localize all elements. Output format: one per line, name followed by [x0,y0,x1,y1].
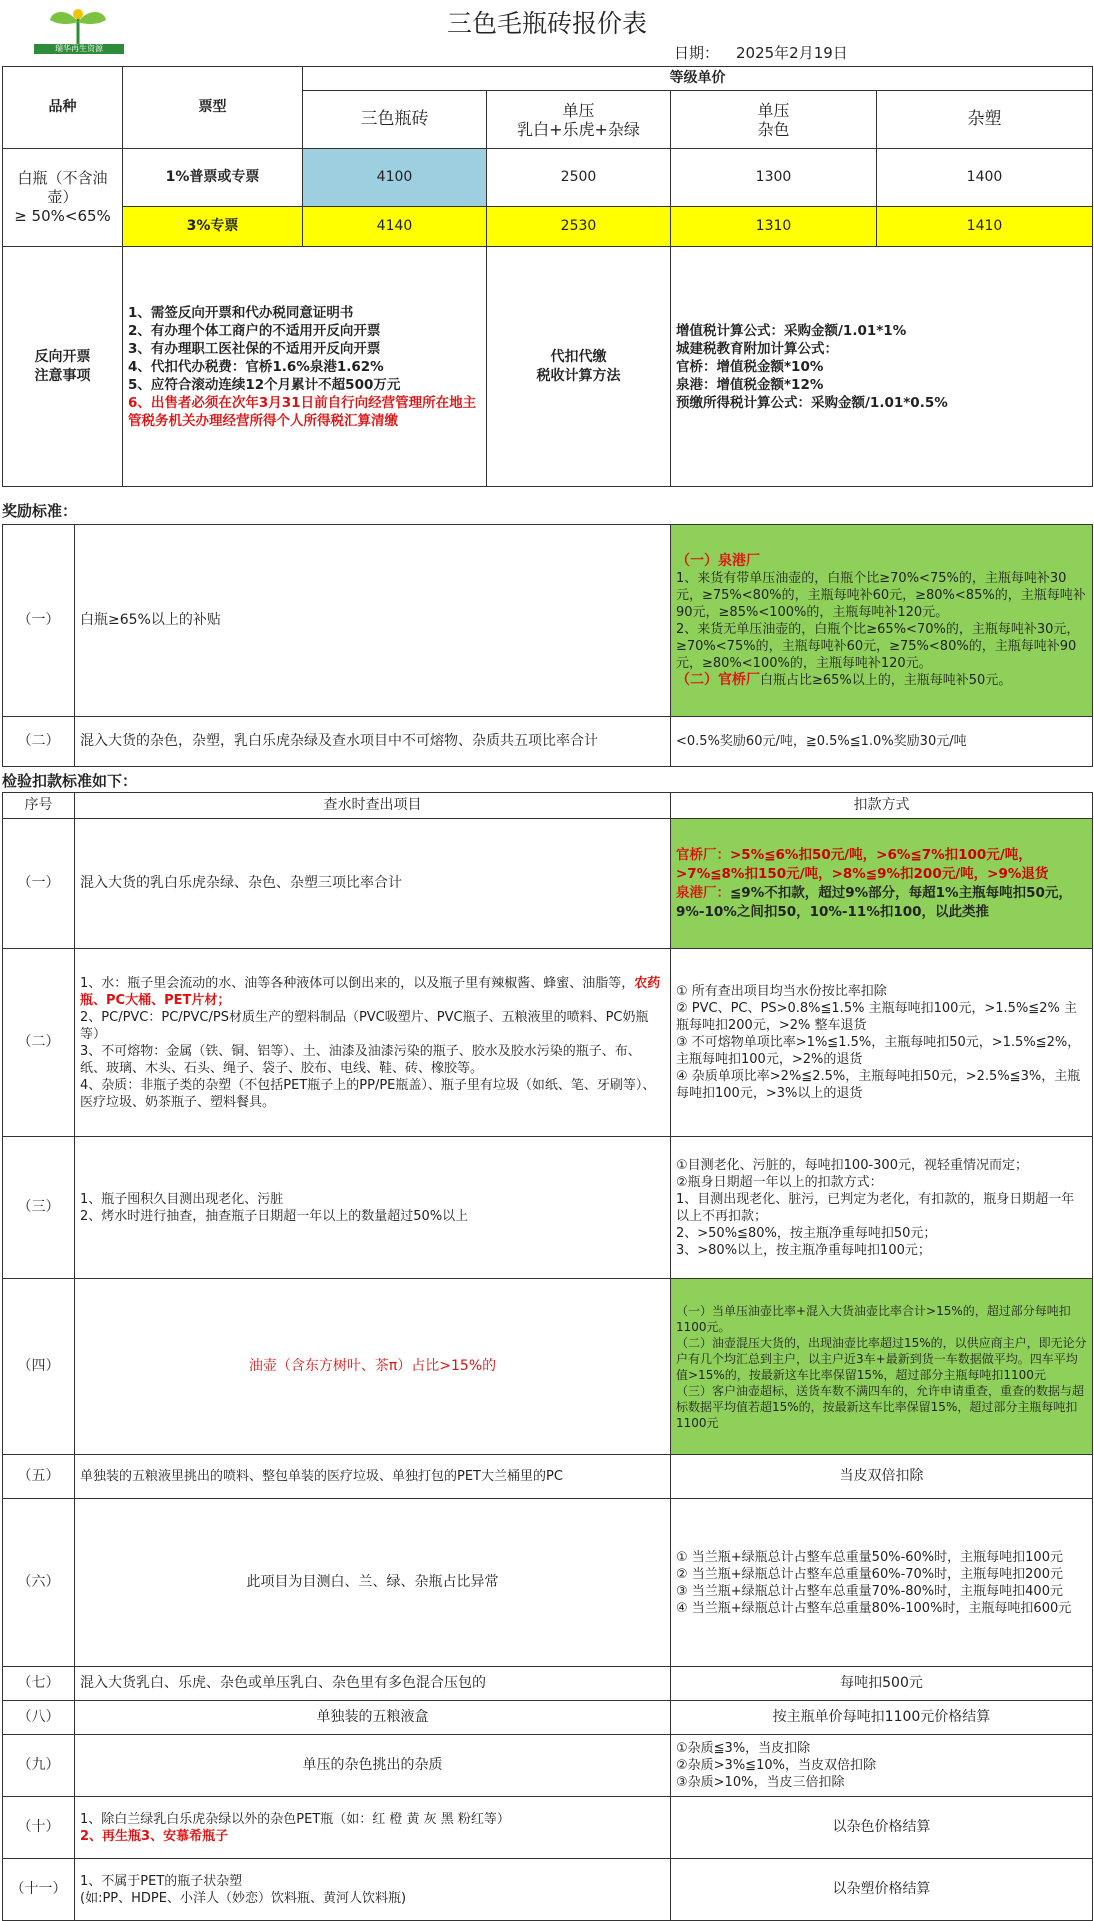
page-title: 三色毛瓶砖报价表 [446,9,647,38]
row-method: 当皮双倍扣除 [671,1455,1093,1499]
row-method: 以杂色价格结算 [671,1797,1093,1859]
reward-no: （二） [3,717,75,767]
plant-quangang-text: 1、来货有带单压油壶的，白瓶个比≥70%<75%的，主瓶每吨补30元，≥75%<80%的，主瓶每吨补60元，≥80%<85%的，主瓶每吨补90元，≥85%<100%的，主瓶每吨补120元。 2、来货无单压油壶的，白瓶个比≥65%<70%的，主瓶每吨补30元，≥70%<75%的，主瓶每吨补60元，≥75%<80%的，主瓶每吨补90元，≥80%<100%的，主瓶每吨补120元。 [676,570,1086,671]
formula: 官桥：增值税金额*10% [676,358,824,375]
row-method: （一）当单压油壶比率+混入大货油壶比率合计>15%的，超过部分每吨扣1100元。 （二）油壶混压大货的，出现油壶比率超过15%的，以供应商主户，即无论分户有几个均汇总到主户，以主户近3车+最新到货一车数据做平均。四车平均值>15%的，按最新这车比率保留15%，超过部分主瓶每吨扣1100元 （三）客户油壶超标，送货车数不满四车的，允许申请重查，重查的数据与超标数据平均值若超15%的，按最新这车比率保留15%，超过部分主瓶每吨扣1100元 [671,1279,1093,1455]
col-method: 扣款方式 [671,793,1093,819]
row-method: ①杂质≦3%，当皮扣除 ②杂质>3%≦10%，当皮双倍扣除 ③杂质>10%，当皮三倍扣除 [671,1735,1093,1797]
date-value: 2025年2月19日 [736,44,848,62]
item-text: 1、除白兰绿乳白乐虎杂绿以外的杂色PET瓶（如：红 橙 黄 灰 黑 粉红等） [80,1811,510,1827]
row-item [75,949,671,1137]
row-item: 此项目为目测白、兰、绿、杂瓶占比异常 [75,1499,671,1667]
reverse-invoice-notes [123,247,487,487]
guanqiao-text: >5%≦6%扣50元/吨，>6%≦7%扣100元/吨，>7%≦8%扣150元/吨，>8%≦9%扣200元/吨，>9%退货 [676,846,1049,882]
reward-rule: <0.5%奖励60元/吨，≧0.5%≦1.0%奖励30元/吨 [671,717,1093,767]
plant-guanqiao-title: （二）官桥厂 [676,671,760,688]
guanqiao-label: 官桥厂： [676,846,730,863]
grade-mixed-plastic: 杂塑 [877,91,1093,149]
quangang-text: ≦9%不扣款，超过9%部分，每超1%主瓶每吨扣50元，9%-10%之间扣50，10%-11%扣100，以此类推 [676,884,1072,920]
invoice-3pct: 3%专票 [123,207,303,247]
col-variety: 品种 [3,67,123,149]
note: 3、有办理职工医社保的不适用开反向开票 [128,340,381,357]
reward-no: （一） [3,525,75,717]
row-item: 混入大货的乳白乐虎杂绿、杂色、杂塑三项比率合计 [75,819,671,949]
price-cell: 1300 [671,149,877,207]
row-item: 混入大货乳白、乐虎、杂色或单压乳白、杂色里有多色混合压包的 [75,1667,671,1701]
row-no: （九） [3,1735,75,1797]
reward-table [2,524,1093,767]
row-item: 单压的杂色挑出的杂质 [75,1735,671,1797]
variety-cell: 白瓶（不含油壶） ≥ 50%<65% [3,149,123,247]
col-item: 查水时查出项目 [75,793,671,819]
row-item: 单独装的五粮液盒 [75,1701,671,1735]
row-no: （六） [3,1499,75,1667]
row-method: 按主瓶单价每吨扣1100元价格结算 [671,1701,1093,1735]
tax-method-label: 代扣代缴 税收计算方法 [487,247,671,487]
row-no: （十） [3,1797,75,1859]
col-grade: 等级单价 [303,67,1093,91]
row-no: （三） [3,1137,75,1279]
reverse-invoice-label: 反向开票 注意事项 [3,247,123,487]
row-no: （一） [3,819,75,949]
row-item: 1、不属于PET的瓶子状杂塑 (如:PP、HDPE、小洋人（妙恋）饮料瓶、黄河人饮料瓶) [75,1859,671,1921]
deduction-heading: 检验扣款标准如下： [2,772,138,790]
formula: 城建税教育附加计算公式： [676,340,838,357]
row-item [75,1797,671,1859]
reward-item: 白瓶≥65%以上的补贴 [75,525,671,717]
note: 5、应符合滚动连续12个月累计不超500万元 [128,376,401,393]
note: 4、代扣代办税费：官桥1.6%泉港1.62% [128,358,384,375]
row-no: （七） [3,1667,75,1701]
item-text: 1、水：瓶子里会流动的水、油等各种液体可以倒出来的，以及瓶子里有辣椒酱、蜂蜜、油脂等， [80,975,635,991]
price-cell: 4100 [303,149,487,207]
formula: 增值税计算公式：采购金额/1.01*1% [676,322,907,339]
formula: 泉港：增值税金额*12% [676,376,824,393]
row-no: （十一） [3,1859,75,1921]
note-red: 6、出售者必须在次年3月31日前自行向经营管理所在地主管税务机关办理经营所得个人所得税汇算清缴 [128,394,477,429]
grade-tricolor: 三色瓶砖 [303,91,487,149]
row-item: 油壶（含东方树叶、茶π）占比>15%的 [75,1279,671,1455]
tax-formulas [671,247,1093,487]
reward-heading: 奖励标准： [2,502,78,520]
note: 1、需签反向开票和代办税同意证明书 [128,304,354,321]
item-text: 2、PC/PVC：PC/PVC/PS材质生产的塑料制品（PVC吸塑片、PVC瓶子、五粮液里的喷料、PC奶瓶等） 3、不可熔物：金属（铁、铜、铝等）、土、油漆及油漆污染的瓶子、胶水及胶水污染的瓶子、布、纸、玻璃、木头、石头、绳子、袋子、胶布、电线、鞋、砖、橡胶等。 4、杂质：非瓶子类的杂塑（不包括PET瓶子上的PP/PE瓶盖）、瓶子里有垃圾（如纸、笔、牙刷等）、医疗垃圾、奶茶瓶子、塑料餐具。 [80,1009,656,1110]
grade-single-white: 单压 乳白+乐虎+杂绿 [487,91,671,149]
col-invoice: 票型 [123,67,303,149]
row-method: ① 当兰瓶+绿瓶总计占整车总重量50%-60%时，主瓶每吨扣100元 ② 当兰瓶+绿瓶总计占整车总重量60%-70%时，主瓶每吨扣200元 ③ 当兰瓶+绿瓶总计占整车总重量70%-80%时，主瓶每吨扣400元 ④ 当兰瓶+绿瓶总计占整车总重量80%-100%时，主瓶每吨扣600元 [671,1499,1093,1667]
plant-quangang-title: （一）泉港厂 [676,552,760,569]
reward-item: 混入大货的杂色，杂塑，乳白乐虎杂绿及查水项目中不可熔物、杂质共五项比率合计 [75,717,671,767]
plant-guanqiao-text: 白瓶占比≥65%以上的，主瓶每吨补50元。 [760,672,1012,688]
row-method: ① 所有查出项目均当水份按比率扣除 ② PVC、PC、PS>0.8%≦1.5% 主瓶每吨扣100元，>1.5%≦2% 主瓶每吨扣200元，>2% 整车退货 ③ 不可熔物单项比率>1%≦1.5%，主瓶每吨扣50元，>1.5%≦2%，主瓶每吨扣100元，>2%的退货 ④ 杂质单项比率>2%≦2.5%，主瓶每吨扣50元，>2.5%≦3%，主瓶每吨扣100元，>3%以上的退货 [671,949,1093,1137]
row-method [671,819,1093,949]
price-cell: 2500 [487,149,671,207]
reward-rule-cell [671,525,1093,717]
col-no: 序号 [3,793,75,819]
row-no: （五） [3,1455,75,1499]
grade-single-mixed: 单压 杂色 [671,91,877,149]
note: 2、有办理个体工商户的不适用开反向开票 [128,322,381,339]
item-text-red: 2、再生瓶3、安慕希瓶子 [80,1828,229,1844]
row-no: （二） [3,949,75,1137]
deduction-table [2,792,1093,1921]
price-cell: 4140 [303,207,487,247]
quangang-label: 泉港厂： [676,884,730,901]
row-method: 每吨扣500元 [671,1667,1093,1701]
row-no: （八） [3,1701,75,1735]
invoice-1pct: 1%普票或专票 [123,149,303,207]
row-item: 单独装的五粮液里挑出的喷料、整包单装的医疗垃圾、单独打包的PET大兰桶里的PC [75,1455,671,1499]
price-table [2,66,1093,487]
date-label: 日期： [674,44,720,62]
row-method: 以杂塑价格结算 [671,1859,1093,1921]
formula: 预缴所得税计算公式：采购金额/1.01*0.5% [676,394,948,411]
logo-text: 瑞华再生资源 [34,44,124,54]
row-item: 1、瓶子囤积久目测出现老化、污脏 2、烤水时进行抽查，抽查瓶子日期超一年以上的数量超过50%以上 [75,1137,671,1279]
item-text-red: 农药瓶、PC大桶、PET片材； [80,975,661,1008]
row-method: ①目测老化、污脏的，每吨扣100-300元，视轻重情况而定； ②瓶身日期超一年以上的扣款方式： 1、目测出现老化、脏污，已判定为老化，有扣款的，瓶身日期超一年以上不再扣款； 2、>50%≦80%，按主瓶净重每吨扣50元； 3、>80%以上，按主瓶净重每吨扣100元； [671,1137,1093,1279]
price-cell: 2530 [487,207,671,247]
price-cell: 1400 [877,149,1093,207]
price-cell: 1410 [877,207,1093,247]
price-cell: 1310 [671,207,877,247]
row-no: （四） [3,1279,75,1455]
